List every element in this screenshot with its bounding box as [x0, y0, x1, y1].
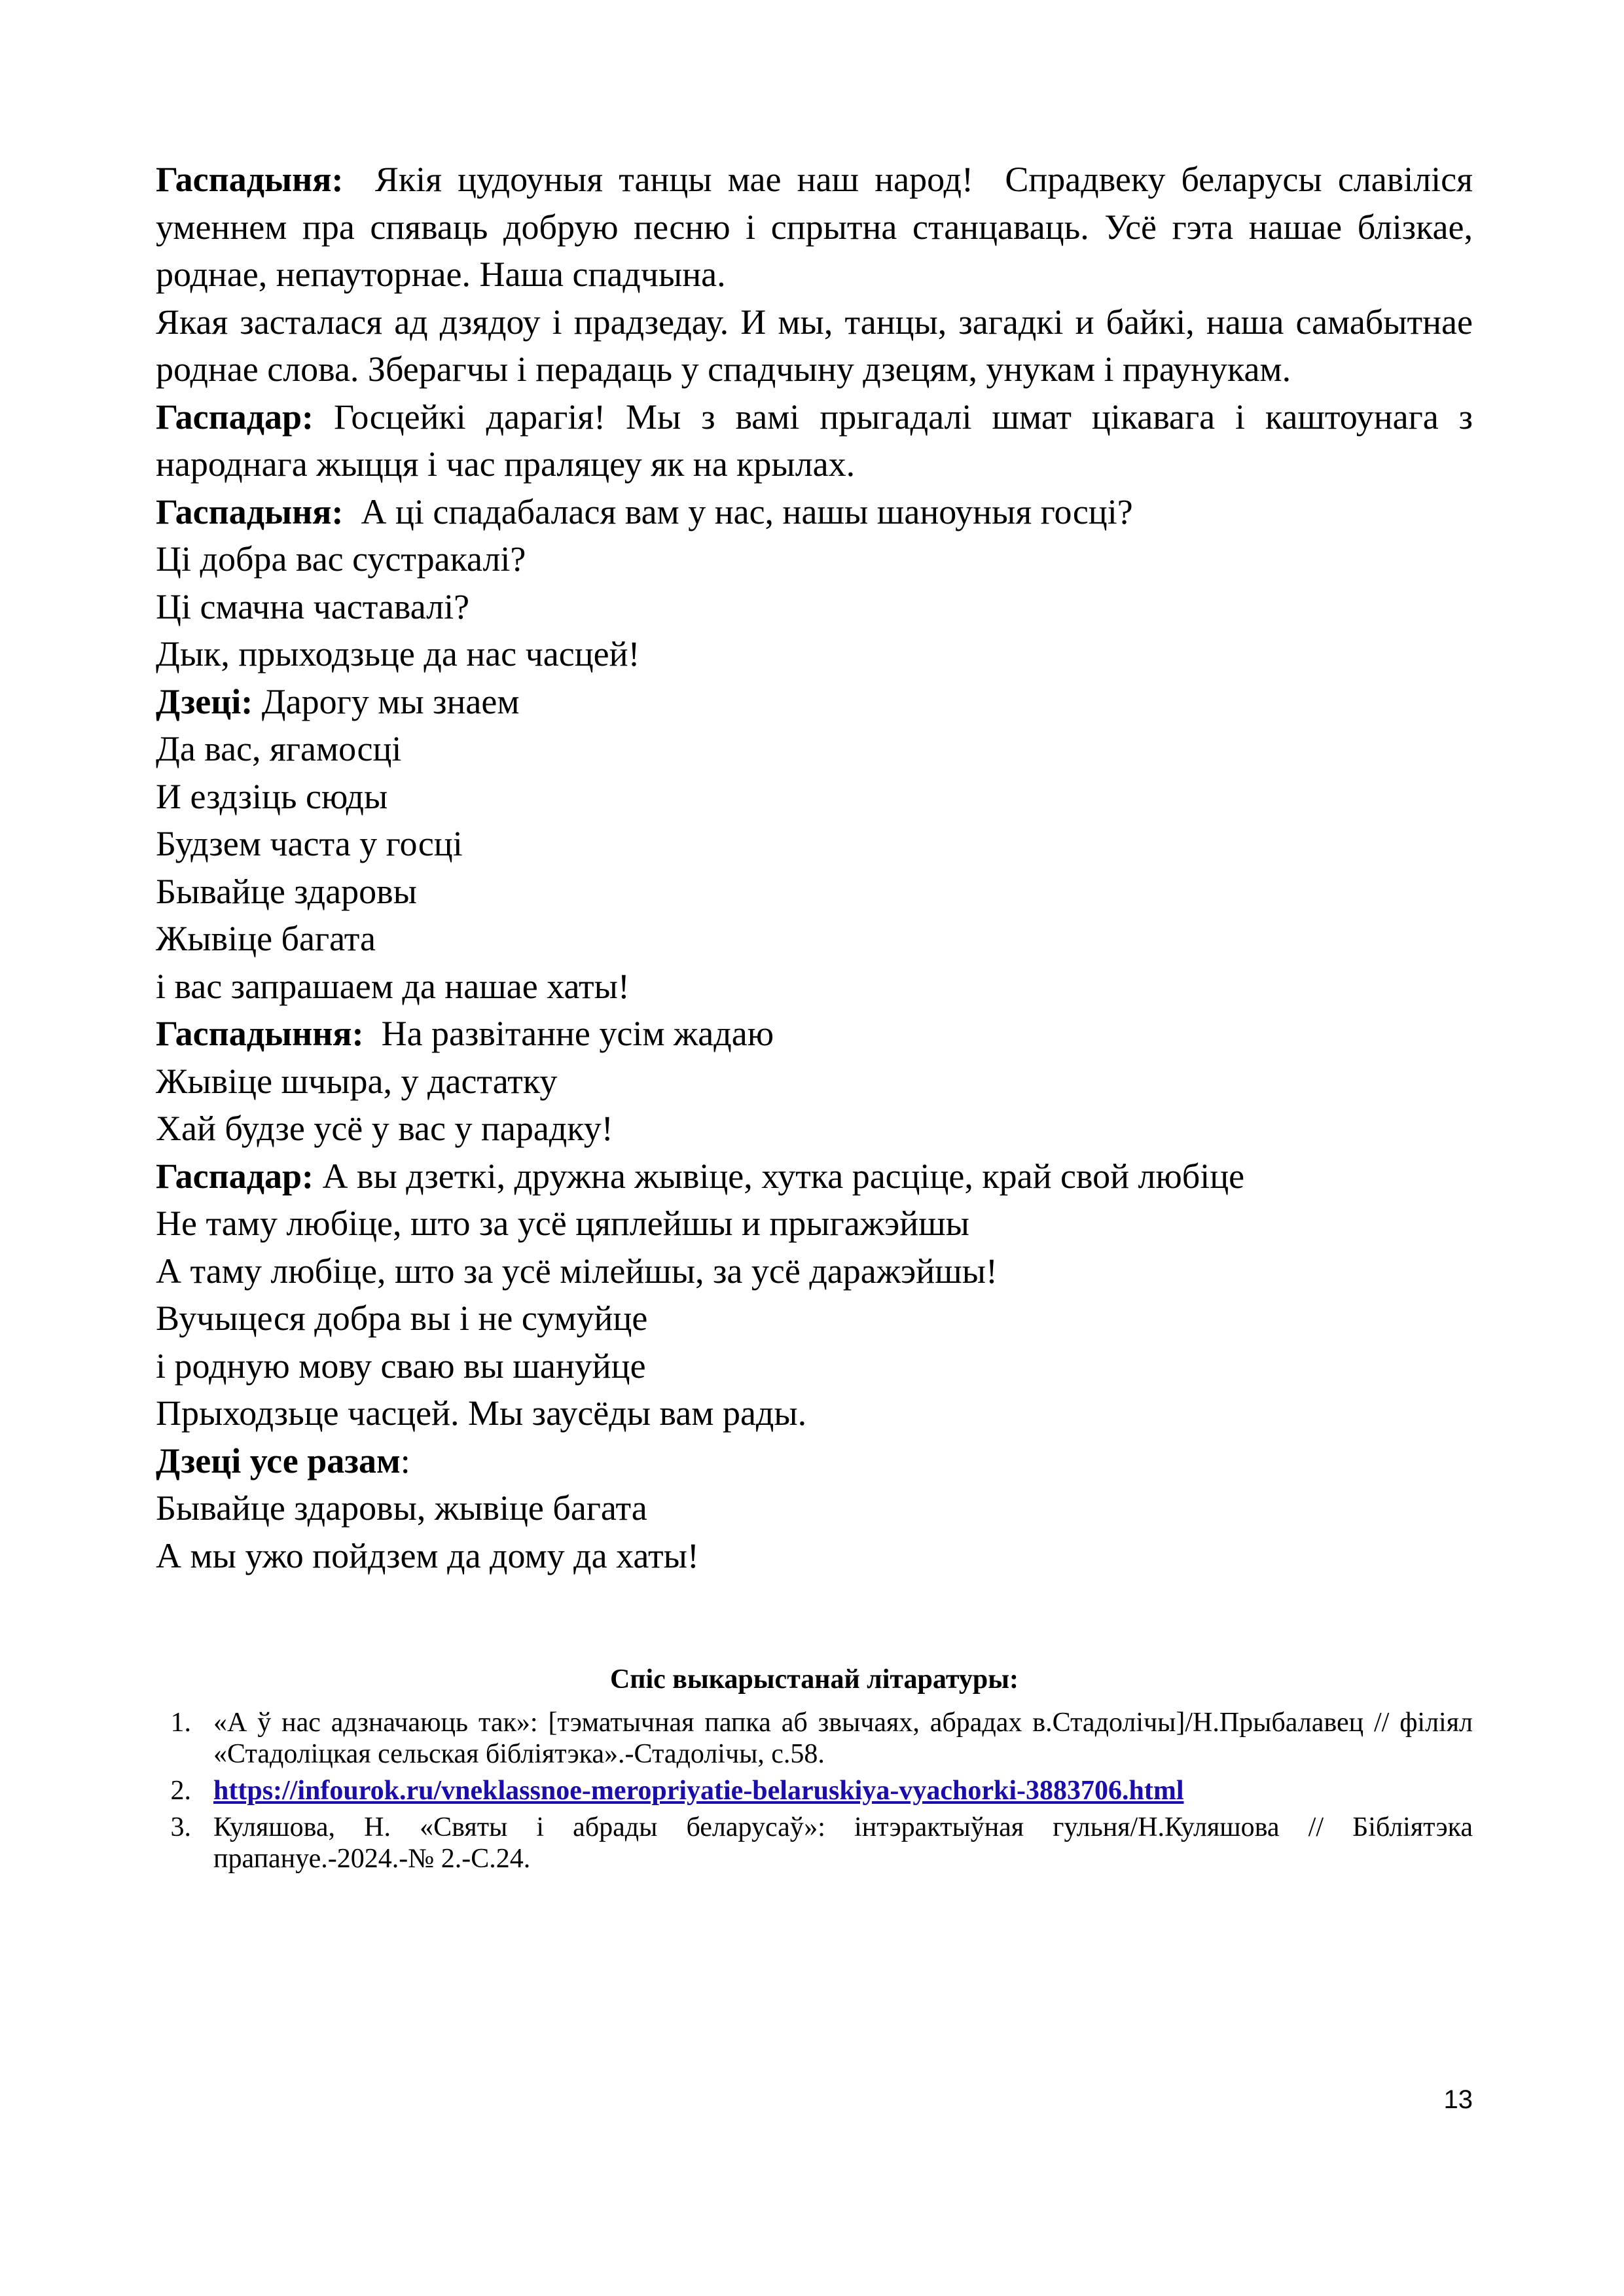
text-line: Будзем часта у госці [156, 824, 463, 863]
reference-item [156, 1707, 1473, 1770]
line-text: А вы дзеткі, дружна жывіце, хутка расціце, край свой любіце [314, 1156, 1245, 1196]
speaker-label: Гаспадар: [156, 1156, 314, 1196]
reference-item [156, 1812, 1473, 1874]
speaker-label: Гаспадыня: [156, 160, 344, 199]
paragraph: Якая засталася ад дзядоу і прадзедау. И мы, танцы, загадкі и байкі, наша самабытнае роднае слова. Зберагчы і перадаць у спадчыну дзецям, унукам і праунукам. [156, 302, 1473, 389]
text-line: Ці добра вас сустракалі? [156, 539, 526, 579]
text-line: Жывіце шчыра, у дастатку [156, 1061, 558, 1101]
paragraph [156, 156, 1482, 298]
references-list [156, 1707, 1473, 1874]
text-line [156, 488, 1473, 536]
text-line: Не таму любіце, што за усё цяплейшы и прыгажэйшы [156, 1204, 969, 1243]
text-line: А мы ужо пойдзем да дому да хаты! [156, 1535, 699, 1575]
text-line [156, 1153, 1473, 1200]
text-line: Хай будзе усё у вас у парадку! [156, 1109, 613, 1148]
reference-link[interactable]: https://infourok.ru/vneklassnoe-meropriyatie-belaruskiya-vyachorki-3883706.html [213, 1776, 1184, 1806]
speaker-label: Гаспадыння: [156, 1014, 364, 1053]
reference-number: 3. [170, 1812, 191, 1842]
line-text: На развітанне усім жадаю [363, 1014, 774, 1053]
reference-item [156, 1775, 1473, 1806]
text-line [156, 1010, 1473, 1058]
text-line: Да вас, ягамосці [156, 729, 402, 768]
speaker-label: Гаспадыня: [156, 492, 344, 531]
paragraph-text: Госцейкі дарагія! Мы з вамі прыгадалі шмат цікавага і каштоунага з народнага жыцця і час праляцеу як на крылах. [156, 397, 1482, 484]
text-line: И ездзіць сюды [156, 776, 388, 816]
paragraph [156, 393, 1482, 488]
text-line: А таму любіце, што за усё мілейшы, за усё даражэйшы! [156, 1251, 998, 1291]
text-line [156, 678, 1473, 726]
line-text: А ці спадабалася вам у нас, нашы шаноуныя госці? [343, 492, 1133, 531]
reference-text: «А ў нас адзначаюць так»: [тэматычная папка аб звычаях, абрадах в.Стадолічы]/Н.Прыбалавец // філіял «Стадоліцкая сельская бібліятэка».-Стадолічы, с.58. [213, 1708, 1473, 1769]
text-line: Жывіце багата [156, 919, 376, 958]
references-title: Спіс выкарыстанай літаратуры: [609, 1664, 1019, 1695]
text-line: Вучыцеся добра вы і не сумуйце [156, 1299, 648, 1338]
text-line: Дык, прыходзьце да нас часцей! [156, 634, 640, 673]
speaker-label: Дзеці: [156, 681, 253, 721]
speaker-label: Гаспадар: [156, 397, 314, 437]
reference-text-wrapper [213, 1775, 1473, 1806]
text-line: Ці смачна частавалі? [156, 586, 470, 626]
text-line: і вас запрашаем да нашае хаты! [156, 966, 630, 1006]
speaker-label: Дзеці усе разам [156, 1441, 401, 1480]
reference-number: 2. [170, 1776, 191, 1806]
page-number: 13 [1443, 2085, 1473, 2114]
references-section [156, 1664, 1473, 1880]
reference-number: 1. [170, 1708, 191, 1738]
text-line [156, 1437, 1473, 1485]
line-text: Дарогу мы знаем [253, 681, 520, 721]
paragraph-text: Якія цудоуныя танцы мае наш народ! Спрадвеку беларусы славіліся уменнем пра спяваць добрую песню і спрытна станцаваць. Усё гэта нашае блізкае, роднае, непауторнае. Наша спадчына. [156, 160, 1482, 294]
text-line: Бывайце здаровы [156, 871, 417, 911]
line-text: : [400, 1441, 410, 1480]
reference-text: Куляшова, Н. «Святы і абрады беларусаў»: інтэрактыўная гульня/Н.Куляшова // Бібліятэка прапануе.-2024.-№ 2.-С.24. [213, 1812, 1473, 1874]
text-line: Прыходзьце часцей. Мы заусёды вам рады. [156, 1393, 807, 1433]
text-line: Бывайце здаровы, жывіце багата [156, 1488, 647, 1528]
dialogue-text [156, 156, 1482, 1579]
text-line: і родную мову сваю вы шануйце [156, 1346, 646, 1386]
